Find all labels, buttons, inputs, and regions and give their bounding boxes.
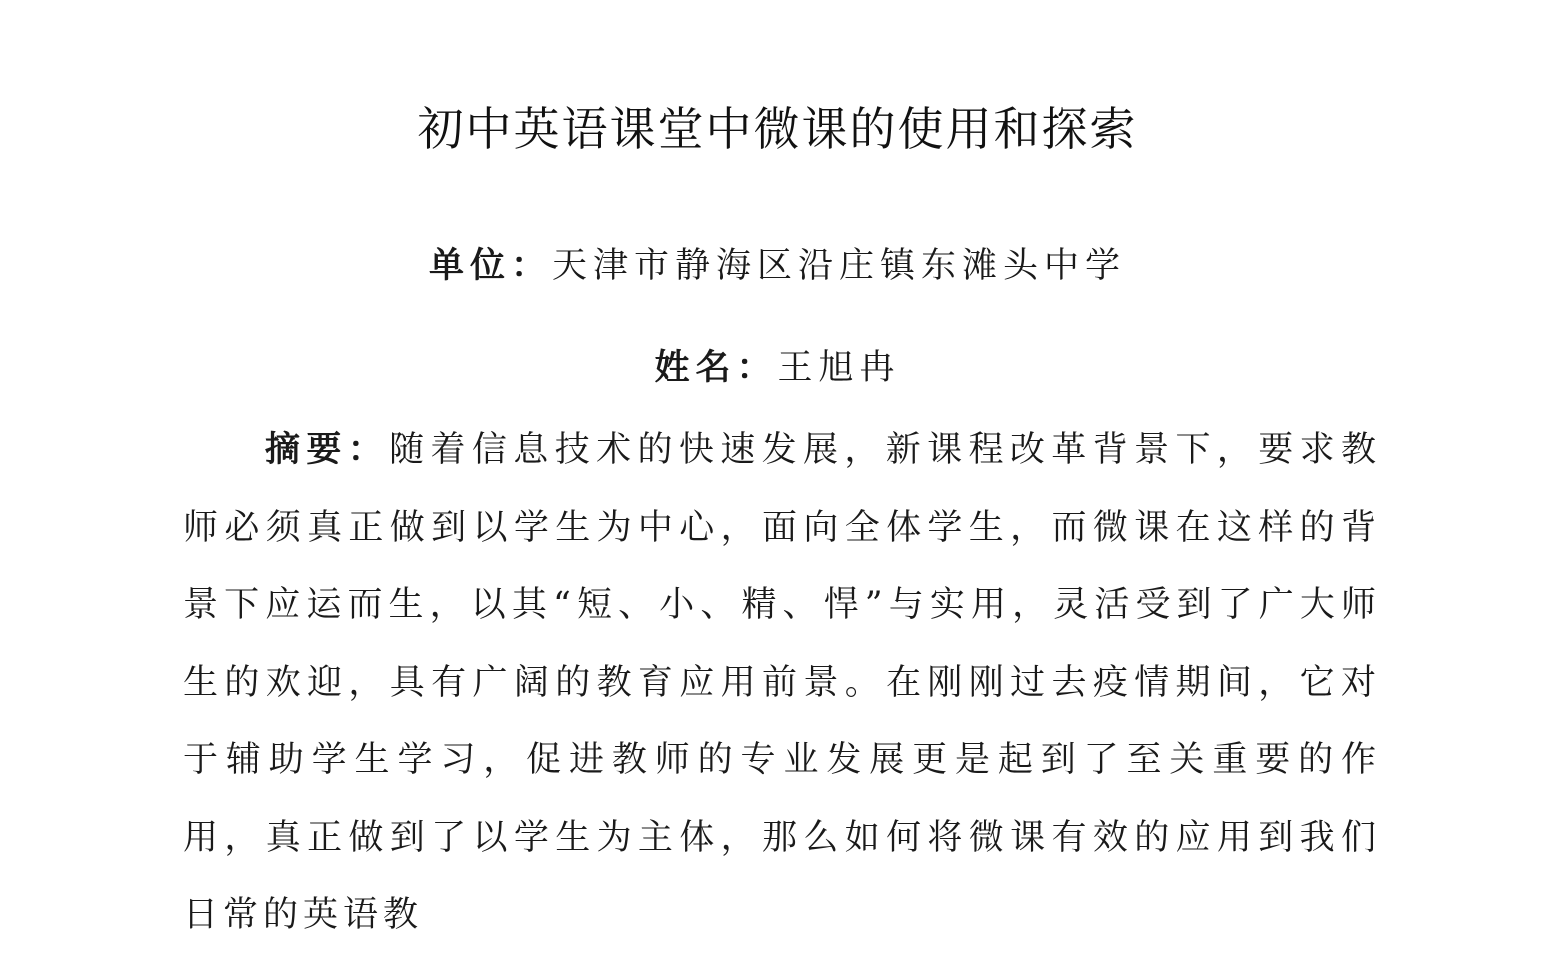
document-title: 初中英语课堂中微课的使用和探索 [417, 102, 1138, 156]
unit-label: 单位： [428, 246, 552, 286]
abstract-label: 摘要： [265, 430, 390, 470]
author-label: 姓名： [654, 348, 778, 388]
unit-line [0, 242, 1555, 290]
author-line [0, 344, 1555, 392]
unit-value: 天津市静海区沿庄镇东滩头中学 [552, 246, 1127, 286]
author-name: 王旭冉 [777, 348, 901, 388]
abstract-paragraph [183, 412, 1381, 955]
abstract-text: 随着信息技术的快速发展，新课程改革背景下，要求教师必须真正做到以学生为中心，面向全体学生，而微课在这样的背景下应运而生，以其“短、小、精、悍”与实用，灵活受到了广大师生的欢迎，具有广阔的教育应用前景。在刚刚过去疫情期间，它对于辅助学生学习，促进教师的专业发展更是起到了至关重要的作用，真正做到了以学生为主体，那么如何将微课有效的应用到我们日常的英语教 [183, 430, 1381, 935]
